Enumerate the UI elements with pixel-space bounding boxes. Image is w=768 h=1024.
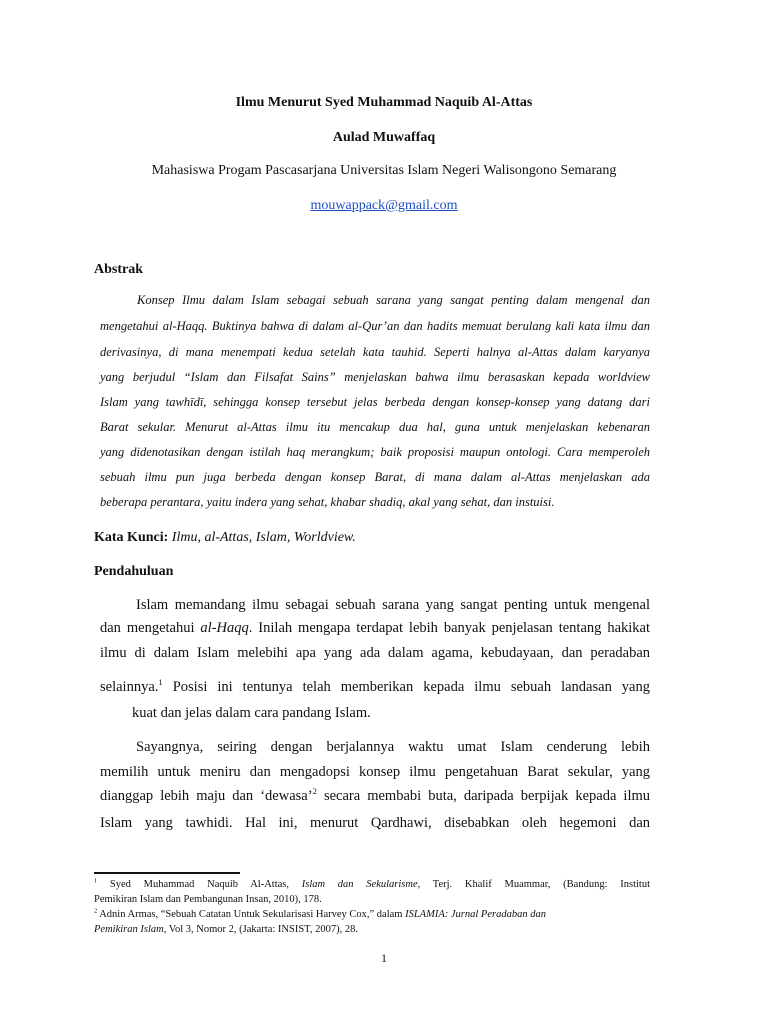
text-run: secara membabi buta, daripada berpijak kepada ilmu <box>316 788 651 804</box>
email-container <box>0 196 768 214</box>
text-run: dan mengetahui <box>100 620 201 636</box>
italic-term: Pemikiran Islam <box>94 924 164 935</box>
intro-line: Islam memandang ilmu sebagai sebuah sarana yang sangat penting untuk mengenal <box>136 597 650 613</box>
abstract-line: derivasinya, di mana menempati kedua setelah kata tauhid. Seperti halnya al-Attas dalam karyanya <box>100 345 650 359</box>
footnote-1-cont: Pemikiran Islam dan Pembangunan Insan, 2010), 178. <box>94 894 322 905</box>
intro-heading: Pendahuluan <box>94 564 174 579</box>
footnote-separator <box>94 872 240 874</box>
footnote-2-cont <box>94 924 650 935</box>
footnote-number: 2 <box>94 907 98 915</box>
italic-term: ISLAMIA: Jurnal Peradaban dan <box>405 909 546 920</box>
footnote-2 <box>94 909 650 920</box>
keywords-value: Ilmu, al-Attas, Islam, Worldview. <box>171 530 356 545</box>
paper-title: Ilmu Menurut Syed Muhammad Naquib Al-Attas <box>235 95 533 110</box>
author-affiliation: Mahasiswa Progam Pascasarjana Universitas Islam Negeri Walisongono Semarang <box>151 163 617 178</box>
abstract-line: yang didenotasikan dengan istilah haq merangkum; baik proposisi maupun ontologi. Cara memperoleh <box>100 445 650 459</box>
footnote-ref[interactable]: 2 <box>312 786 317 797</box>
italic-term: Islam dan Sekularisme <box>301 879 418 890</box>
abstract-line: mengetahui al-Haqq. Buktinya bahwa di dalam al-Qur’an dan hadits memuat berulang kali kata ilmu dan <box>100 319 650 333</box>
italic-term: al-Haqq <box>200 620 249 636</box>
abstract-heading: Abstrak <box>94 262 144 277</box>
footnote-ref[interactable]: 1 <box>158 677 163 688</box>
text-run: , Terj. Khalif Muammar, (Bandung: Institut <box>417 879 650 890</box>
intro-line: memilih untuk meniru dan mengadopsi konsep ilmu pengetahuan Barat sekular, yang <box>100 764 650 780</box>
text-run: , Vol 3, Nomor 2, (Jakarta: INSIST, 2007), 28. <box>163 924 358 935</box>
author-email-link[interactable]: mouwappack@gmail.com <box>310 198 458 213</box>
intro-line <box>100 679 650 696</box>
text-run: . Inilah mengapa terdapat lebih banyak penjelasan tentang hakikat <box>248 620 650 636</box>
text-run: Adnin Armas, “Sebuah Catatan Untuk Sekularisasi Harvey Cox,” dalam <box>97 909 406 920</box>
intro-line <box>100 620 650 637</box>
intro-line: Islam yang tawhidi. Hal ini, menurut Qardhawi, disebabkan oleh hegemoni dan <box>100 815 650 831</box>
page-number: 1 <box>381 951 387 965</box>
text-run: dianggap lebih maju dan ‘dewasa’ <box>100 788 313 804</box>
text-run: selainnya. <box>100 679 159 695</box>
text-run: Syed Muhammad Naquib Al-Attas, <box>97 879 302 890</box>
footnote-1 <box>94 879 650 890</box>
intro-line <box>100 788 650 805</box>
intro-line: kuat dan jelas dalam cara pandang Islam. <box>132 705 371 721</box>
intro-line: ilmu di dalam Islam melebihi apa yang ada dalam agama, kebudayaan, dan peradaban <box>100 645 650 661</box>
abstract-line: Barat sekular. Menurut al-Attas ilmu itu mencakup dua hal, guna untuk menjelaskan kebenaran <box>100 420 650 434</box>
abstract-line: Konsep Ilmu dalam Islam sebagai sebuah sarana yang sangat penting dalam mengenal dan <box>137 293 650 307</box>
abstract-line: sebuah ilmu pun juga berbeda dengan konsep Barat, di mana dalam al-Attas menjelaskan ada <box>100 470 650 484</box>
keywords-label: Kata Kunci: <box>94 530 169 545</box>
keywords <box>94 530 356 546</box>
abstract-line: beberapa perantara, yaitu indera yang sehat, khabar shadiq, akal yang sehat, dan instuisi. <box>100 495 555 509</box>
abstract-line: Islam yang tawhīdī, sehingga konsep tersebut jelas berbeda dengan konsep-konsep yang datang dari <box>100 395 650 409</box>
author-name: Aulad Muwaffaq <box>332 130 436 145</box>
footnote-number: 1 <box>94 877 98 885</box>
text-run: Posisi ini tentunya telah memberikan kepada ilmu sebuah landasan yang <box>162 679 650 695</box>
intro-line: Sayangnya, seiring dengan berjalannya waktu umat Islam cenderung lebih <box>136 739 650 755</box>
abstract-line: yang berjudul “Islam dan Filsafat Sains” menjelaskan bahwa ilmu berasaskan kepada worldview <box>100 370 650 384</box>
